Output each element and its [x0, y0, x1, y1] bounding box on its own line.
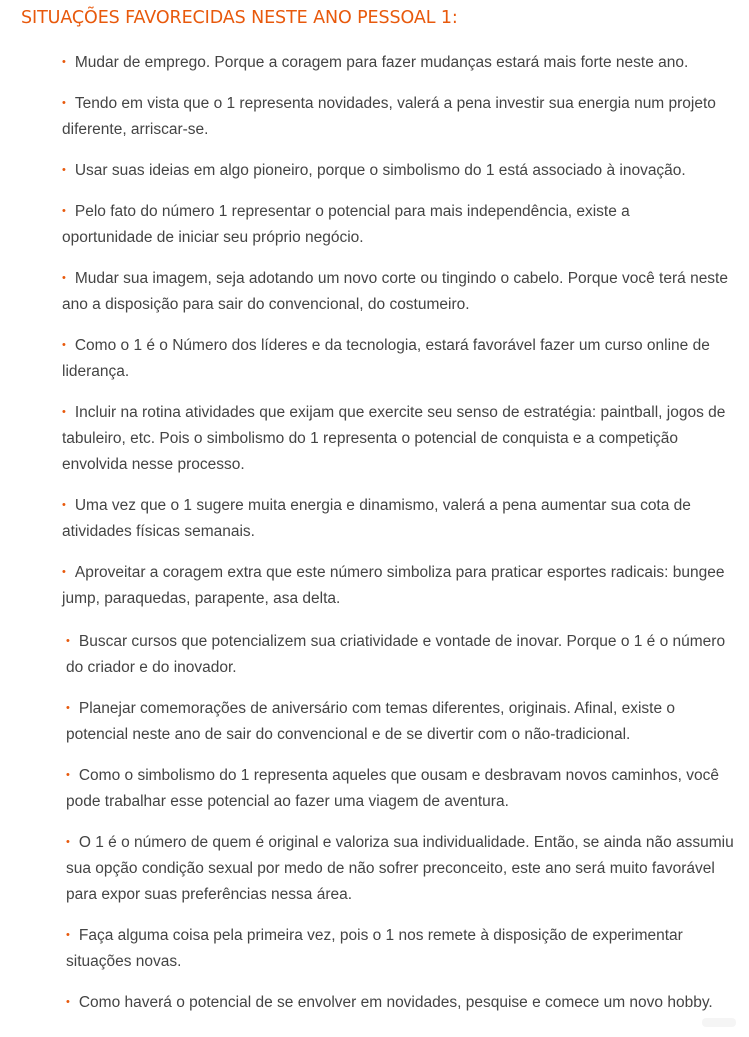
list-item-text: Buscar cursos que potencializem sua criatividade e vontade de inovar. Porque o 1 é o número do criador e do inovador. — [66, 633, 726, 676]
bullet-icon: • — [66, 836, 70, 848]
list-item — [62, 49, 749, 76]
bullet-icon: • — [66, 769, 70, 781]
list-item — [62, 559, 747, 612]
list-item-text: Incluir na rotina atividades que exijam que exercite seu senso de estratégia: paintball, jogos de tabuleiro, etc. Pois o simbolismo do 1 representa o potencial de conquista e a competição envolvida nesse processo. — [62, 404, 726, 473]
bullet-icon: • — [62, 406, 66, 418]
list-item-text: O 1 é o número de quem é original e valoriza sua individualidade. Então, se ainda não assumiu sua opção condição sexual por medo de não sofrer preconceito, este ano será muito favorável para expor suas preferências nessa área. — [66, 834, 734, 903]
list-item-text: Tendo em vista que o 1 representa novidades, valerá a pena investir sua energia num projeto diferente, arriscar-se. — [62, 95, 716, 138]
faded-overlay — [702, 1018, 736, 1027]
list-item — [62, 492, 747, 545]
list-item — [62, 198, 702, 251]
list-item — [62, 90, 749, 143]
list-item-text: Como haverá o potencial de se envolver em novidades, pesquise e comece um novo hobby. — [78, 994, 713, 1011]
bullet-icon: • — [62, 97, 66, 109]
list-item — [66, 922, 748, 975]
list-item-text: Como o 1 é o Número dos líderes e da tecnologia, estará favorável fazer um curso online de liderança. — [62, 337, 710, 380]
list-item-text: Planejar comemorações de aniversário com temas diferentes, originais. Afinal, existe o potencial neste ano de sair do convencional e de se divertir com o não-tradicional. — [66, 700, 676, 743]
bullet-icon: • — [66, 996, 70, 1008]
list-item — [62, 157, 749, 184]
list-item — [66, 989, 748, 1016]
list-item-text: Mudar de emprego. Porque a coragem para fazer mudanças estará mais forte neste ano. — [74, 54, 689, 71]
list-item-text: Mudar sua imagem, seja adotando um novo corte ou tingindo o cabelo. Porque você terá neste ano a disposição para sair do convencional, do costumeiro. — [62, 270, 728, 313]
list-item-text: Aproveitar a coragem extra que este número simboliza para praticar esportes radicais: bungee jump, paraquedas, parapente, asa delta. — [62, 564, 725, 607]
bullet-icon: • — [66, 702, 70, 714]
bullet-icon: • — [62, 205, 66, 217]
list-item — [66, 695, 726, 748]
list-item-text: Faça alguma coisa pela primeira vez, pois o 1 nos remete à disposição de experimentar situações novas. — [66, 927, 683, 970]
bullet-icon: • — [62, 499, 66, 511]
page-title: SITUAÇÕES FAVORECIDAS NESTE ANO PESSOAL 1: — [21, 8, 458, 28]
list-item — [66, 628, 726, 681]
list-item — [66, 829, 748, 908]
bullet-icon: • — [62, 339, 66, 351]
bullet-icon: • — [66, 635, 70, 647]
list-item-text: Como o simbolismo do 1 representa aqueles que ousam e desbravam novos caminhos, você pode trabalhar esse potencial ao fazer uma viagem de aventura. — [66, 767, 720, 810]
list-item-text: Pelo fato do número 1 representar o potencial para mais independência, existe a oportunidade de iniciar seu próprio negócio. — [62, 203, 630, 246]
list-item — [66, 762, 748, 815]
list-item — [62, 265, 747, 318]
bullet-icon: • — [62, 164, 66, 176]
list-item — [62, 399, 747, 478]
bullet-icon: • — [62, 566, 66, 578]
list-item-text: Usar suas ideias em algo pioneiro, porque o simbolismo do 1 está associado à inovação. — [74, 162, 686, 179]
bullet-icon: • — [66, 929, 70, 941]
bullet-icon: • — [62, 56, 66, 68]
list-item-text: Uma vez que o 1 sugere muita energia e dinamismo, valerá a pena aumentar sua cota de atividades físicas semanais. — [62, 497, 691, 540]
list-item — [62, 332, 747, 385]
bullet-icon: • — [62, 272, 66, 284]
